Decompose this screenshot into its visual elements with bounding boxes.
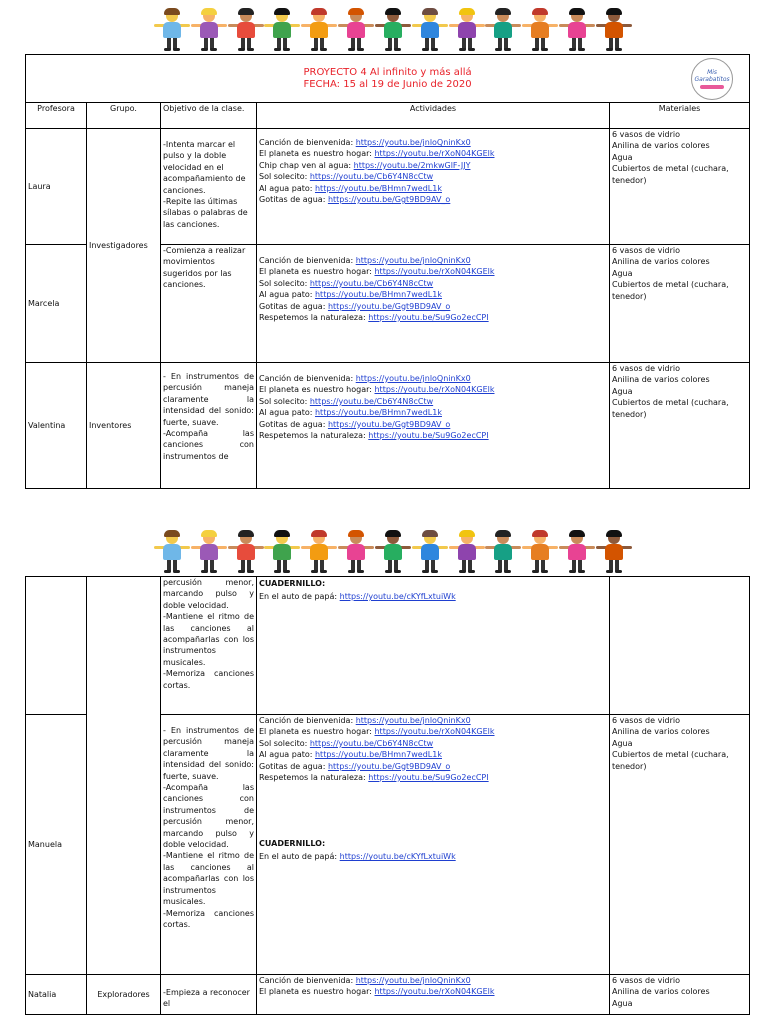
- material-item: Agua: [612, 738, 633, 748]
- child-figure-icon: [268, 530, 296, 574]
- materials-cell: [610, 129, 750, 245]
- activity-label: Al agua pato:: [259, 408, 315, 418]
- activity-link[interactable]: https://youtu.be/Ggt9BD9AV_o: [327, 761, 451, 771]
- cuadernillo-title: CUADERNILLO:: [259, 579, 326, 588]
- activity-line: [259, 738, 607, 749]
- material-item: Cubiertos de metal (cuchara, tenedor): [612, 750, 729, 771]
- activity-label: En el auto de papá:: [259, 852, 338, 862]
- activity-label: Gotitas de agua:: [259, 301, 328, 311]
- objective-line: -Acompaña las canciones con instrumentos de percusión menor, marcando pulso y doble velocidad.: [163, 783, 254, 850]
- material-item: Agua: [612, 152, 633, 162]
- material-item: 6 vasos de vidrio: [612, 364, 681, 373]
- activity-label: Gotitas de agua:: [259, 419, 328, 429]
- activity-link[interactable]: https://youtu.be/BHmn7wedL1k: [314, 290, 442, 300]
- activity-line: [259, 183, 607, 194]
- activity-link[interactable]: https://youtu.be/rXoN04KGElk: [374, 385, 495, 395]
- activity-line: [259, 850, 607, 863]
- activity-link[interactable]: https://youtu.be/jnloQninKx0: [355, 256, 471, 265]
- child-figure-icon: [526, 530, 554, 574]
- table-row: [26, 363, 750, 489]
- activity-line: [259, 266, 607, 277]
- title-cell: [26, 55, 750, 103]
- activities-cell: [257, 715, 610, 975]
- activity-link[interactable]: https://youtu.be/Cb6Y4N8cCtw: [309, 396, 434, 406]
- objective-cell: [161, 975, 257, 1015]
- group-inventores: Inventores: [87, 363, 161, 489]
- group-investigadores: Investigadores: [87, 129, 161, 363]
- activity-link[interactable]: https://youtu.be/rXoN04KGElk: [374, 987, 495, 997]
- activities-cell: [257, 245, 610, 363]
- material-item: Cubiertos de metal (cuchara, tenedor): [612, 164, 729, 185]
- activity-line: [259, 590, 607, 603]
- activity-label: Gotitas de agua:: [259, 195, 328, 205]
- col-header-materiales: Materiales: [610, 103, 750, 129]
- activity-label: Canción de bienvenida:: [259, 256, 356, 265]
- material-item: 6 vasos de vidrio: [612, 130, 681, 139]
- activity-link[interactable]: https://youtu.be/BHmn7wedL1k: [314, 183, 442, 193]
- project-date: FECHA: 15 al 19 de Junio de 2020: [303, 79, 472, 90]
- activity-line: [259, 312, 607, 323]
- activity-line: [259, 726, 607, 737]
- kids-border-top: [158, 6, 628, 52]
- table-row: [26, 129, 750, 245]
- child-figure-icon: [268, 8, 296, 52]
- col-header-actividades: Actividades: [257, 103, 610, 129]
- material-item: Anilina de varios colores: [612, 375, 710, 385]
- activity-link[interactable]: https://youtu.be/jnloQninKx0: [355, 716, 471, 725]
- activity-link[interactable]: https://youtu.be/rXoN04KGElk: [374, 149, 495, 159]
- activity-line: [259, 160, 607, 171]
- activity-label: Sol solecito:: [259, 396, 310, 406]
- teacher-manuela: Manuela: [26, 715, 87, 975]
- child-figure-icon: [342, 8, 370, 52]
- child-figure-icon: [600, 530, 628, 574]
- child-figure-icon: [379, 530, 407, 574]
- logo-text: Mis Garabatitos: [694, 69, 730, 83]
- activity-line: [259, 975, 607, 986]
- material-item: Anilina de varios colores: [612, 987, 710, 997]
- activities-cell: [257, 129, 610, 245]
- teacher-natalia: Natalia: [26, 975, 87, 1015]
- activity-label: Al agua pato:: [259, 183, 315, 193]
- activity-link[interactable]: https://youtu.be/Ggt9BD9AV_o: [327, 301, 451, 311]
- material-item: Cubiertos de metal (cuchara, tenedor): [612, 280, 729, 301]
- teacher-marcela: Marcela: [26, 245, 87, 363]
- activity-link[interactable]: https://youtu.be/cKYfLxtuiWk: [339, 592, 456, 601]
- activity-label: El planeta es nuestro hogar:: [259, 727, 375, 737]
- activity-label: En el auto de papá:: [259, 592, 338, 601]
- objective-line: - En instrumentos de percusión maneja claramente la intensidad del sonido: fuerte, suave.: [163, 726, 254, 781]
- activities-cell: [257, 577, 610, 715]
- objective-line: -Intenta marcar el pulso y la doble velocidad en el acompañamiento de canciones.: [163, 140, 246, 195]
- activity-line: [259, 137, 607, 148]
- activity-label: Respetemos la naturaleza:: [259, 773, 369, 783]
- school-logo: [691, 58, 733, 100]
- activity-label: Canción de bienvenida:: [259, 374, 356, 383]
- activity-label: Sol solecito:: [259, 172, 310, 182]
- plan-table-page1: [25, 54, 750, 489]
- activity-link[interactable]: https://youtu.be/Ggt9BD9AV_o: [327, 419, 451, 429]
- activity-line: [259, 373, 607, 384]
- material-item: Anilina de varios colores: [612, 257, 710, 267]
- objective-line: -Empieza a reconocer el: [163, 988, 250, 1009]
- child-figure-icon: [526, 8, 554, 52]
- child-figure-icon: [158, 530, 186, 574]
- activity-label: El planeta es nuestro hogar:: [259, 987, 375, 997]
- activity-label: Respetemos la naturaleza:: [259, 313, 369, 323]
- activities-cell: [257, 975, 610, 1015]
- activity-line: [259, 407, 607, 418]
- teacher-laura: Laura: [26, 129, 87, 245]
- objective-cell: [161, 129, 257, 245]
- activity-line: [259, 289, 607, 300]
- material-item: Anilina de varios colores: [612, 727, 710, 737]
- col-header-objetivo: Objetivo de la clase.: [161, 103, 257, 129]
- child-figure-icon: [305, 8, 333, 52]
- activity-line: [259, 194, 607, 205]
- activity-link[interactable]: https://youtu.be/Su9Go2ecCPI: [368, 431, 489, 441]
- group-exploradores: Exploradores: [87, 975, 161, 1015]
- activity-line: [259, 430, 607, 441]
- activity-link[interactable]: https://youtu.be/cKYfLxtuiWk: [339, 852, 456, 862]
- objective-cell: [161, 363, 257, 489]
- child-figure-icon: [453, 8, 481, 52]
- objective-line: -Memoriza canciones cortas.: [163, 908, 254, 929]
- activity-label: El planeta es nuestro hogar:: [259, 385, 375, 395]
- child-figure-icon: [195, 530, 223, 574]
- activity-line: [259, 772, 607, 783]
- child-figure-icon: [158, 8, 186, 52]
- material-item: 6 vasos de vidrio: [612, 716, 681, 725]
- col-header-profesora: Profesora: [26, 103, 87, 129]
- activity-label: Sol solecito:: [259, 738, 310, 748]
- child-figure-icon: [232, 530, 260, 574]
- activity-label: Respetemos la naturaleza:: [259, 431, 369, 441]
- child-figure-icon: [232, 8, 260, 52]
- activity-line: [259, 749, 607, 760]
- material-item: Cubiertos de metal (cuchara, tenedor): [612, 398, 729, 419]
- teacher-cont: [26, 577, 87, 715]
- material-item: 6 vasos de vidrio: [612, 246, 681, 255]
- child-figure-icon: [416, 8, 444, 52]
- activity-line: [259, 278, 607, 289]
- child-figure-icon: [342, 530, 370, 574]
- materials-cell: [610, 577, 750, 715]
- activity-line: [259, 761, 607, 772]
- child-figure-icon: [489, 8, 517, 52]
- material-item: Agua: [612, 998, 633, 1008]
- activities-cell: [257, 363, 610, 489]
- activity-line: [259, 384, 607, 395]
- activity-label: Canción de bienvenida:: [259, 138, 356, 147]
- project-title: PROYECTO 4 Al infinito y más allá: [303, 67, 472, 78]
- activities-list: [259, 715, 607, 783]
- material-item: Agua: [612, 386, 633, 396]
- activity-link[interactable]: https://youtu.be/jnloQninKx0: [355, 374, 471, 383]
- objective-line: -Memoriza canciones cortas.: [163, 669, 254, 690]
- child-figure-icon: [489, 530, 517, 574]
- activity-link[interactable]: https://youtu.be/BHmn7wedL1k: [314, 408, 442, 418]
- material-item: Agua: [612, 268, 633, 278]
- activity-link[interactable]: https://youtu.be/2mkwGlF-JJY: [353, 160, 471, 170]
- activity-label: Canción de bienvenida:: [259, 716, 356, 725]
- kids-border-middle: [158, 528, 628, 574]
- objective-cell: [161, 577, 257, 715]
- child-figure-icon: [195, 8, 223, 52]
- activity-line: [259, 715, 607, 726]
- activity-label: Sol solecito:: [259, 278, 310, 288]
- objective-line: percusión menor, marcando pulso y doble velocidad.: [163, 578, 254, 610]
- activity-line: [259, 419, 607, 430]
- activity-line: [259, 148, 607, 159]
- child-figure-icon: [305, 530, 333, 574]
- objective-line: -Mantiene el ritmo de las canciones al acompañarlas con los instrumentos musicales.: [163, 612, 254, 667]
- materials-cell: [610, 975, 750, 1015]
- activity-label: Al agua pato:: [259, 750, 315, 760]
- teacher-valentina: Valentina: [26, 363, 87, 489]
- activity-link[interactable]: https://youtu.be/Su9Go2ecCPI: [368, 773, 489, 783]
- activity-link[interactable]: https://youtu.be/Cb6Y4N8cCtw: [309, 738, 434, 748]
- activity-link[interactable]: https://youtu.be/Su9Go2ecCPI: [368, 313, 489, 323]
- activity-link[interactable]: https://youtu.be/BHmn7wedL1k: [314, 750, 442, 760]
- header-row: [26, 103, 750, 129]
- child-figure-icon: [379, 8, 407, 52]
- activity-label: Gotitas de agua:: [259, 761, 328, 771]
- objective-cell: [161, 715, 257, 975]
- materials-cell: [610, 245, 750, 363]
- child-figure-icon: [563, 8, 591, 52]
- activity-label: El planeta es nuestro hogar:: [259, 267, 375, 277]
- child-figure-icon: [563, 530, 591, 574]
- objective-line: -Mantiene el ritmo de las canciones al acompañarlas con los instrumentos musicales.: [163, 851, 254, 907]
- activity-line: [259, 255, 607, 266]
- activity-line: [259, 986, 607, 997]
- material-item: 6 vasos de vidrio: [612, 976, 681, 985]
- activity-label: El planeta es nuestro hogar:: [259, 149, 375, 159]
- group-inventores-cont: [87, 577, 161, 975]
- col-header-grupo: Grupo.: [87, 103, 161, 129]
- objective-cell: [161, 245, 257, 363]
- cuadernillo-title: CUADERNILLO:: [259, 839, 326, 849]
- activity-line: [259, 301, 607, 312]
- activity-label: Chip chap ven al agua:: [259, 160, 354, 170]
- activity-link[interactable]: https://youtu.be/Cb6Y4N8cCtw: [309, 278, 434, 288]
- activity-line: [259, 396, 607, 407]
- activity-label: Canción de bienvenida:: [259, 976, 356, 985]
- activity-link[interactable]: https://youtu.be/Ggt9BD9AV_o: [327, 195, 451, 205]
- activity-link[interactable]: https://youtu.be/jnloQninKx0: [355, 138, 471, 147]
- objective-line: -Acompaña las canciones con instrumentos de: [163, 429, 254, 461]
- materials-cell: [610, 715, 750, 975]
- materials-cell: [610, 363, 750, 489]
- table-row: [26, 577, 750, 715]
- activity-link[interactable]: https://youtu.be/Cb6Y4N8cCtw: [309, 172, 434, 182]
- child-figure-icon: [600, 8, 628, 52]
- objective-line: - En instrumentos de percusión maneja claramente la intensidad del sonido: fuerte, suave.: [163, 372, 254, 427]
- objective-line: -Comienza a realizar movimientos sugeridos por las canciones.: [163, 246, 246, 290]
- plan-table-page2: [25, 576, 750, 1015]
- activity-link[interactable]: https://youtu.be/jnloQninKx0: [355, 976, 471, 985]
- activity-link[interactable]: https://youtu.be/rXoN04KGElk: [374, 267, 495, 277]
- table-row: [26, 975, 750, 1015]
- child-figure-icon: [416, 530, 444, 574]
- activity-label: Al agua pato:: [259, 290, 315, 300]
- objective-line: -Repite las últimas sílabas o palabras de las canciones.: [163, 197, 248, 229]
- activity-link[interactable]: https://youtu.be/rXoN04KGElk: [374, 727, 495, 737]
- activity-line: [259, 171, 607, 182]
- material-item: Anilina de varios colores: [612, 141, 710, 151]
- child-figure-icon: [453, 530, 481, 574]
